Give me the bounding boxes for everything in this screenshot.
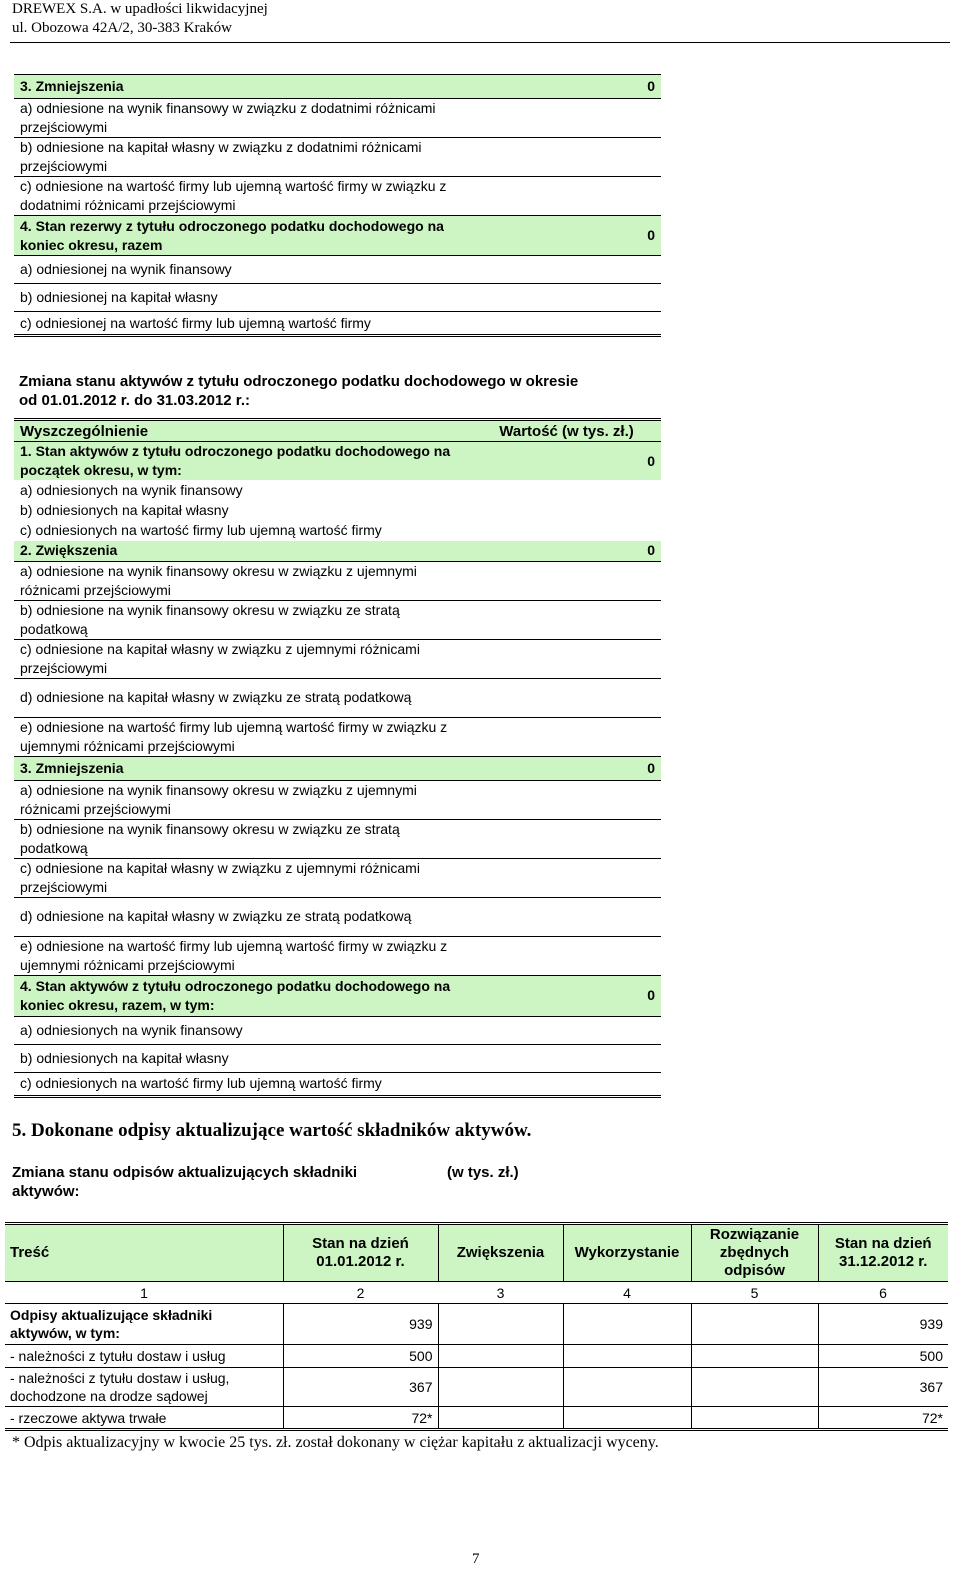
company-address: ul. Obozowa 42A/2, 30-383 Kraków: [12, 20, 232, 36]
table-row: [14, 256, 661, 284]
row-label: c) odniesionych na wartość firmy lub ujemną wartość firmy: [14, 1072, 466, 1096]
row-label: - rzeczowe aktywa trwałe: [5, 1407, 283, 1430]
col-number: 6: [818, 1282, 948, 1304]
table-row: [14, 177, 661, 216]
col-header-release: Rozwiązanie zbędnych odpisów: [691, 1224, 818, 1282]
row-label: b) odniesionych na kapitał własny: [20, 501, 229, 518]
row-value: 0: [466, 442, 661, 481]
table-row: [14, 1016, 661, 1044]
cell-release: [691, 1368, 818, 1407]
section-title: 5. Dokonane odpisy aktualizujące wartość składników aktywów.: [12, 1120, 532, 1141]
row-label: 2. Zwiększenia: [14, 541, 466, 561]
row-value: [466, 897, 661, 936]
table-row: [14, 819, 661, 858]
row-label: 4. Stan rezerwy z tytułu odroczonego podatku dochodowego na koniec okresu, razem: [14, 216, 466, 256]
col-header-value: Wartość (w tys. zł.): [466, 420, 661, 442]
row-value: [466, 99, 661, 138]
cell-usage: [563, 1368, 691, 1407]
column-numbers-row: [5, 1282, 948, 1304]
col-header-description: Wyszczególnienie: [14, 420, 466, 442]
row-value: 0: [466, 541, 661, 561]
cell-usage: [563, 1345, 691, 1368]
table-row: [14, 600, 661, 639]
row-value: [466, 600, 661, 639]
table-header-row: [5, 1224, 948, 1282]
table-row: [14, 858, 661, 897]
row-label: a) odniesionych na wynik finansowy: [20, 481, 243, 498]
table-row: [14, 138, 661, 177]
row-label: a) odniesionych na wynik finansowy: [14, 1016, 466, 1044]
row-label: 4. Stan aktywów z tytułu odroczonego podatku dochodowego na koniec okresu, razem, w tym:: [14, 975, 466, 1016]
table-row: [14, 1044, 661, 1072]
cell-usage: [563, 1304, 691, 1345]
row-value: [466, 312, 661, 336]
cell-opening: 72*: [283, 1407, 438, 1430]
cell-closing: 72*: [818, 1407, 948, 1430]
row-value: [466, 717, 661, 756]
col-header-content: Treść: [5, 1224, 283, 1282]
cell-opening: 939: [283, 1304, 438, 1345]
row-value: [466, 780, 661, 819]
cell-increase: [438, 1304, 563, 1345]
cell-release: [691, 1345, 818, 1368]
table-row: [14, 99, 661, 138]
table-row: [14, 717, 661, 756]
company-name: DREWEX S.A. w upadłości likwidacyjnej: [12, 1, 268, 17]
row-value: [466, 561, 661, 600]
row-label: 3. Zmniejszenia: [14, 756, 466, 780]
unit-label: (w tys. zł.): [447, 1164, 519, 1181]
row-value: [466, 177, 661, 216]
table-row: [14, 442, 661, 481]
cell-increase: [438, 1345, 563, 1368]
table-row: [5, 1304, 948, 1345]
table-row: [14, 1072, 661, 1096]
row-label: c) odniesione na kapitał własny w związku z ujemnymi różnicami przejściowymi: [14, 858, 466, 897]
cell-opening: 367: [283, 1368, 438, 1407]
write-downs-caption: Zmiana stanu odpisów aktualizujących składniki aktywów:: [12, 1164, 358, 1200]
col-number: 2: [283, 1282, 438, 1304]
row-value: [466, 1044, 661, 1072]
row-label: a) odniesione na wynik finansowy okresu w związku z ujemnymi różnicami przejściowymi: [14, 561, 466, 600]
row-value: [466, 256, 661, 284]
row-label: a) odniesionej na wynik finansowy: [14, 256, 466, 284]
table-row: [14, 284, 661, 312]
col-number: 4: [563, 1282, 691, 1304]
row-value: [466, 1072, 661, 1096]
table-row: [14, 480, 661, 500]
row-label: 1. Stan aktywów z tytułu odroczonego podatku dochodowego na początek okresu, w tym:: [14, 442, 466, 481]
table-row: [14, 75, 661, 99]
row-label: c) odniesione na kapitał własny w związku z ujemnymi różnicami przejściowymi: [14, 639, 466, 678]
row-value: [466, 936, 661, 975]
row-value: [466, 678, 661, 717]
row-label: d) odniesione na kapitał własny w związku ze stratą podatkową: [14, 897, 466, 936]
row-label: b) odniesionej na kapitał własny: [14, 284, 466, 312]
col-number: 5: [691, 1282, 818, 1304]
row-label: c) odniesionej na wartość firmy lub ujemną wartość firmy: [14, 312, 466, 336]
table-row: [14, 678, 661, 717]
deferred-tax-assets-caption: Zmiana stanu aktywów z tytułu odroczonego podatku dochodowego w okresie od 01.01.2012 r. do 31.03.2012 r.:: [19, 373, 579, 409]
table-row: [5, 1368, 948, 1407]
row-value: 0: [466, 975, 661, 1016]
cell-usage: [563, 1407, 691, 1430]
deferred-tax-reserve-table: [14, 74, 661, 337]
table-row: [14, 639, 661, 678]
col-number: 3: [438, 1282, 563, 1304]
cell-closing: 939: [818, 1304, 948, 1345]
row-label: a) odniesione na wynik finansowy w związku z dodatnimi różnicami przejściowymi: [14, 99, 466, 138]
table-row: [14, 780, 661, 819]
row-value: [466, 639, 661, 678]
table-row: [14, 520, 661, 541]
table-header-row: [14, 420, 661, 442]
cell-opening: 500: [283, 1345, 438, 1368]
row-label: b) odniesione na kapitał własny w związku z dodatnimi różnicami przejściowymi: [14, 138, 466, 177]
col-number: 1: [5, 1282, 283, 1304]
cell-increase: [438, 1368, 563, 1407]
table-row: [14, 312, 661, 336]
row-label: e) odniesione na wartość firmy lub ujemną wartość firmy w związku z ujemnymi różnicami przejściowymi: [14, 936, 466, 975]
row-label: 3. Zmniejszenia: [14, 75, 466, 99]
row-label: a) odniesione na wynik finansowy okresu w związku z ujemnymi różnicami przejściowymi: [14, 780, 466, 819]
row-label: d) odniesione na kapitał własny w związku ze stratą podatkową: [14, 678, 466, 717]
table-row: [14, 756, 661, 780]
cell-closing: 500: [818, 1345, 948, 1368]
page-number: 7: [472, 1551, 480, 1567]
row-label: - należności z tytułu dostaw i usług: [5, 1345, 283, 1368]
deferred-tax-assets-table: [14, 418, 661, 1098]
row-label: c) odniesione na wartość firmy lub ujemną wartość firmy w związku z dodatnimi różnicami przejściowymi: [14, 177, 466, 216]
table-row: [5, 1345, 948, 1368]
row-value: [466, 1016, 661, 1044]
table-row: [14, 500, 661, 520]
row-label: b) odniesionych na kapitał własny: [14, 1044, 466, 1072]
row-value: 0: [466, 216, 661, 256]
table-row: [14, 897, 661, 936]
col-header-increase: Zwiększenia: [438, 1224, 563, 1282]
table-row: [14, 561, 661, 600]
table-row: [14, 541, 661, 561]
table-row: [5, 1407, 948, 1430]
row-label: c) odniesionych na wartość firmy lub ujemną wartość firmy: [20, 522, 382, 538]
cell-release: [691, 1304, 818, 1345]
row-value: 0: [466, 75, 661, 99]
row-value: [466, 138, 661, 177]
row-value: 0: [466, 756, 661, 780]
write-downs-table: [5, 1222, 948, 1431]
col-header-closing: Stan na dzień 31.12.2012 r.: [818, 1224, 948, 1282]
row-value: [466, 520, 661, 541]
table-row: [14, 216, 661, 256]
cell-closing: 367: [818, 1368, 948, 1407]
col-header-usage: Wykorzystanie: [563, 1224, 691, 1282]
footnote: * Odpis aktualizacyjny w kwocie 25 tys. zł. został dokonany w ciężar kapitału z aktualizacji wyceny.: [12, 1434, 659, 1451]
row-label: - należności z tytułu dostaw i usług, dochodzone na drodze sądowej: [5, 1368, 283, 1407]
table-row: [14, 975, 661, 1016]
row-label: Odpisy aktualizujące składniki aktywów, w tym:: [5, 1304, 283, 1345]
page-header: [12, 0, 268, 38]
row-label: e) odniesione na wartość firmy lub ujemną wartość firmy w związku z ujemnymi różnicami przejściowymi: [14, 717, 466, 756]
row-value: [466, 858, 661, 897]
row-value: [466, 284, 661, 312]
cell-increase: [438, 1407, 563, 1430]
col-header-opening: Stan na dzień 01.01.2012 r.: [283, 1224, 438, 1282]
row-value: [466, 500, 661, 520]
row-value: [466, 819, 661, 858]
cell-release: [691, 1407, 818, 1430]
row-label: b) odniesione na wynik finansowy okresu w związku ze stratą podatkową: [14, 600, 466, 639]
table-row: [14, 936, 661, 975]
row-label: b) odniesione na wynik finansowy okresu w związku ze stratą podatkową: [14, 819, 466, 858]
row-value: [466, 480, 661, 500]
header-divider: [10, 42, 950, 43]
